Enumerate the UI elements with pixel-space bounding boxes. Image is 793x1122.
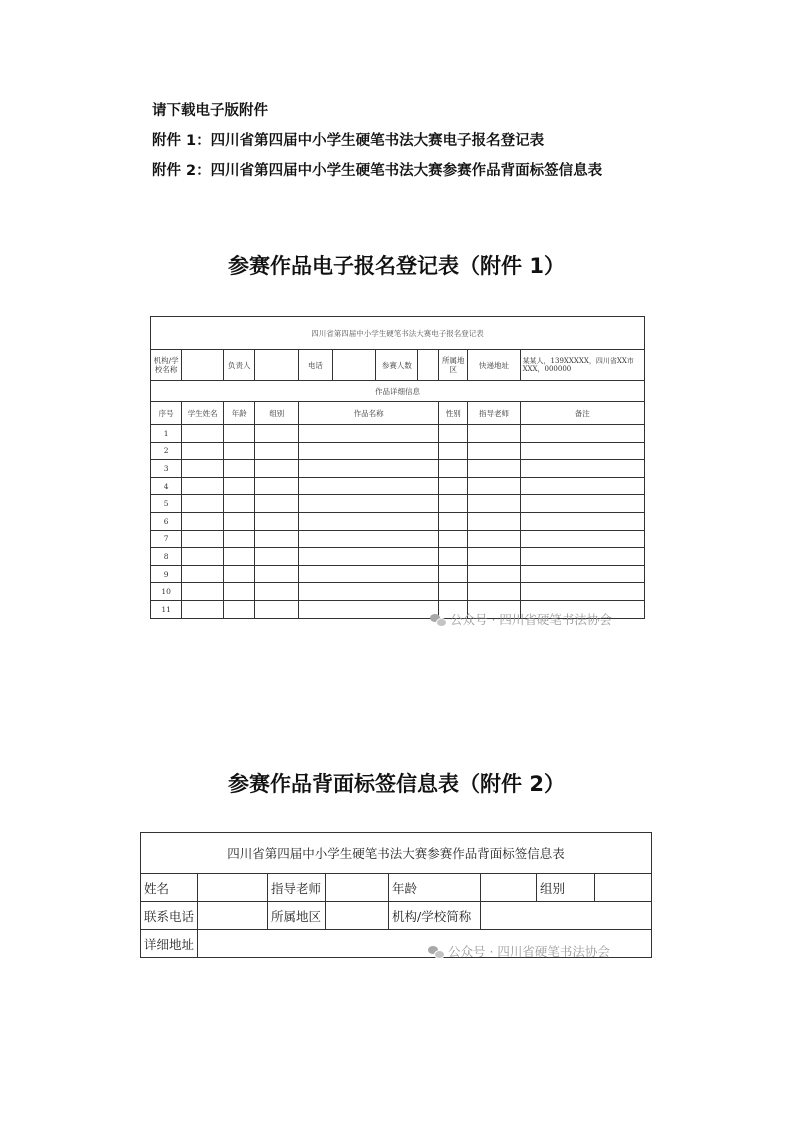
teacher-label: 指导老师 <box>268 874 326 902</box>
empty-cell <box>255 442 299 460</box>
phone-label: 电话 <box>299 350 332 381</box>
row-index: 9 <box>151 565 182 583</box>
empty-cell <box>182 600 224 618</box>
empty-cell <box>520 565 644 583</box>
empty-cell <box>439 477 468 495</box>
empty-cell <box>255 548 299 566</box>
table-row <box>151 495 645 513</box>
empty-cell <box>299 583 439 601</box>
empty-cell <box>439 530 468 548</box>
empty-cell <box>520 425 644 443</box>
row-index: 2 <box>151 442 182 460</box>
empty-cell <box>520 530 644 548</box>
table-row <box>151 583 645 601</box>
empty-cell <box>520 477 644 495</box>
empty-cell <box>224 565 255 583</box>
row-index: 4 <box>151 477 182 495</box>
teacher-value-cell <box>326 874 389 902</box>
phone-label-2: 联系电话 <box>141 902 198 930</box>
empty-cell <box>182 495 224 513</box>
empty-cell <box>255 530 299 548</box>
empty-cell <box>439 565 468 583</box>
header-work-title: 作品名称 <box>299 402 439 425</box>
empty-cell <box>468 495 520 513</box>
row-index: 8 <box>151 548 182 566</box>
registration-table-body <box>151 425 645 619</box>
empty-cell <box>520 512 644 530</box>
group-value-cell <box>595 874 652 902</box>
empty-cell <box>224 425 255 443</box>
address-value: 某某人，139XXXXX，四川省XX市XXX，000000 <box>520 350 644 381</box>
contact-label: 负责人 <box>224 350 255 381</box>
empty-cell <box>224 548 255 566</box>
watermark-1 <box>430 610 612 628</box>
group-label: 组别 <box>537 874 595 902</box>
header-teacher: 指导老师 <box>468 402 520 425</box>
header-gender: 性别 <box>439 402 468 425</box>
row-index: 1 <box>151 425 182 443</box>
label-table-caption: 四川省第四届中小学生硬笔书法大赛参赛作品背面标签信息表 <box>141 833 652 874</box>
label-info-table <box>140 832 652 958</box>
empty-cell <box>439 495 468 513</box>
table-row <box>151 477 645 495</box>
section-1-title: 参赛作品电子报名登记表（附件 1） <box>228 254 565 278</box>
empty-cell <box>255 425 299 443</box>
count-label: 参赛人数 <box>376 350 418 381</box>
empty-cell <box>520 583 644 601</box>
count-value-cell <box>418 350 439 381</box>
empty-cell <box>182 583 224 601</box>
phone-value-cell <box>332 350 376 381</box>
empty-cell <box>182 530 224 548</box>
registration-table-caption: 四川省第四届中小学生硬笔书法大赛电子报名登记表 <box>151 317 645 350</box>
region-label-2: 所属地区 <box>268 902 326 930</box>
empty-cell <box>468 512 520 530</box>
empty-cell <box>299 495 439 513</box>
empty-cell <box>468 477 520 495</box>
empty-cell <box>255 460 299 478</box>
empty-cell <box>299 460 439 478</box>
empty-cell <box>439 512 468 530</box>
empty-cell <box>439 442 468 460</box>
address-label: 快递地址 <box>468 350 520 381</box>
region-label: 所属地区 <box>439 350 468 381</box>
empty-cell <box>255 565 299 583</box>
empty-cell <box>182 442 224 460</box>
row-index: 6 <box>151 512 182 530</box>
age-label: 年龄 <box>389 874 481 902</box>
name-value-cell <box>198 874 268 902</box>
empty-cell <box>299 600 439 618</box>
watermark-2 <box>428 942 610 960</box>
attachment-1-link[interactable]: 附件 1：四川省第四届中小学生硬笔书法大赛电子报名登记表 <box>152 133 545 149</box>
wechat-icon <box>428 945 444 958</box>
age-value-cell <box>481 874 537 902</box>
empty-cell <box>468 583 520 601</box>
table-row <box>151 425 645 443</box>
contact-value-cell <box>255 350 299 381</box>
table-row <box>151 548 645 566</box>
empty-cell <box>255 495 299 513</box>
attachment-2-link[interactable]: 附件 2：四川省第四届中小学生硬笔书法大赛参赛作品背面标签信息表 <box>152 163 603 179</box>
region-value-cell-2 <box>326 902 389 930</box>
org-label: 机构/学校名称 <box>151 350 182 381</box>
watermark-1-text: 公众号 · 四川省硬笔书法协会 <box>450 612 612 627</box>
empty-cell <box>224 512 255 530</box>
row-index: 11 <box>151 600 182 618</box>
empty-cell <box>224 495 255 513</box>
empty-cell <box>520 460 644 478</box>
download-notice: 请下载电子版附件 <box>152 103 268 119</box>
registration-table <box>150 316 645 619</box>
empty-cell <box>182 425 224 443</box>
table-row <box>151 442 645 460</box>
section-2-title: 参赛作品背面标签信息表（附件 2） <box>228 772 565 796</box>
empty-cell <box>299 442 439 460</box>
empty-cell <box>182 460 224 478</box>
org-value-cell <box>182 350 224 381</box>
empty-cell <box>224 442 255 460</box>
row-index: 7 <box>151 530 182 548</box>
intro-block <box>152 96 602 186</box>
empty-cell <box>182 512 224 530</box>
empty-cell <box>468 565 520 583</box>
header-remarks: 备注 <box>520 402 644 425</box>
row-index: 10 <box>151 583 182 601</box>
empty-cell <box>299 565 439 583</box>
org-short-value-cell <box>481 902 652 930</box>
empty-cell <box>468 460 520 478</box>
table-row <box>151 512 645 530</box>
header-student-name: 学生姓名 <box>182 402 224 425</box>
empty-cell <box>299 548 439 566</box>
empty-cell <box>182 565 224 583</box>
empty-cell <box>520 442 644 460</box>
row-index: 3 <box>151 460 182 478</box>
empty-cell <box>255 477 299 495</box>
empty-cell <box>439 425 468 443</box>
empty-cell <box>468 548 520 566</box>
empty-cell <box>224 600 255 618</box>
empty-cell <box>224 460 255 478</box>
row-index: 5 <box>151 495 182 513</box>
empty-cell <box>299 512 439 530</box>
empty-cell <box>299 425 439 443</box>
empty-cell <box>255 512 299 530</box>
empty-cell <box>255 583 299 601</box>
empty-cell <box>439 460 468 478</box>
empty-cell <box>224 530 255 548</box>
header-index: 序号 <box>151 402 182 425</box>
empty-cell <box>468 442 520 460</box>
empty-cell <box>299 530 439 548</box>
table-row <box>151 530 645 548</box>
name-label: 姓名 <box>141 874 198 902</box>
address-label-2: 详细地址 <box>141 930 198 958</box>
watermark-2-text: 公众号 · 四川省硬笔书法协会 <box>448 944 610 959</box>
empty-cell <box>439 583 468 601</box>
org-short-label: 机构/学校简称 <box>389 902 481 930</box>
details-section-label: 作品详细信息 <box>151 381 645 402</box>
wechat-icon <box>430 613 446 626</box>
empty-cell <box>224 583 255 601</box>
header-age: 年龄 <box>224 402 255 425</box>
phone-value-cell-2 <box>198 902 268 930</box>
table-row <box>151 565 645 583</box>
empty-cell <box>468 425 520 443</box>
empty-cell <box>439 548 468 566</box>
empty-cell <box>182 477 224 495</box>
empty-cell <box>468 530 520 548</box>
header-group: 组别 <box>255 402 299 425</box>
empty-cell <box>255 600 299 618</box>
empty-cell <box>224 477 255 495</box>
empty-cell <box>299 477 439 495</box>
empty-cell <box>520 548 644 566</box>
table-row <box>151 460 645 478</box>
empty-cell <box>520 495 644 513</box>
empty-cell <box>182 548 224 566</box>
